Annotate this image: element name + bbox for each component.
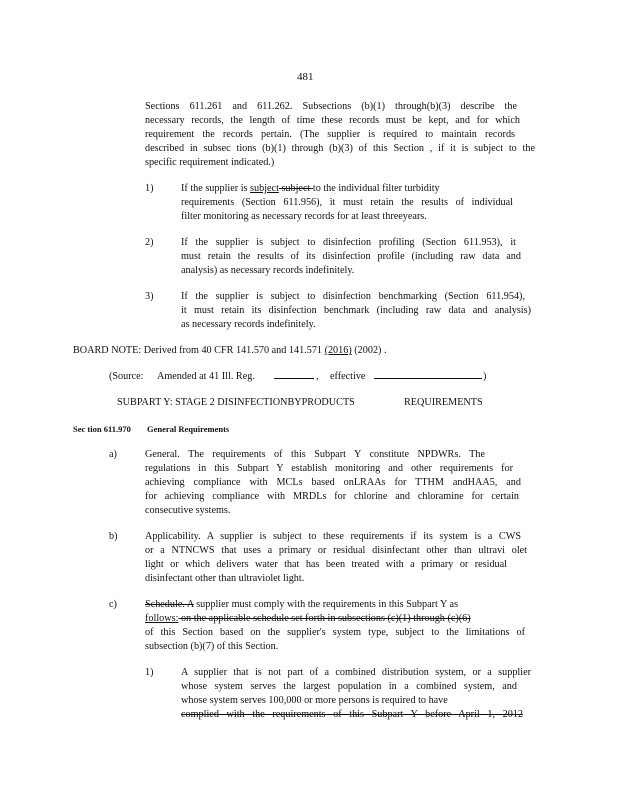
item-number: 1) bbox=[145, 667, 154, 678]
item-number: 1) bbox=[145, 183, 154, 194]
page-number: 481 bbox=[297, 71, 314, 83]
subpart-heading-right: REQUIREMENTS bbox=[404, 397, 483, 408]
intro-line: Sections 611.261 and 611.262. Subsections (b)(1) through(b)(3) describe the bbox=[145, 101, 517, 112]
para-line: of this Section based on the supplier's system type, subject to the limitations of bbox=[145, 627, 525, 638]
source-effective: effective bbox=[330, 371, 366, 382]
board-note: BOARD NOTE: Derived from 40 CFR 141.570 and 141.571 (2016) (2002) . bbox=[73, 345, 387, 356]
para-line: consecutive systems. bbox=[145, 505, 231, 516]
source-comma: , bbox=[316, 371, 319, 382]
source-label: (Source: bbox=[109, 371, 144, 382]
item-line: analysis) as necessary records indefinitely. bbox=[181, 265, 355, 276]
item-line: as necessary records indefinitely. bbox=[181, 319, 316, 330]
para-line: disinfectant other than ultraviolet light. bbox=[145, 573, 305, 584]
item-number: 2) bbox=[145, 237, 154, 248]
para-line: follows: on the applicable schedule set forth in subsections (c)(1) through (c)(6) bbox=[145, 613, 471, 624]
item-line-struck: complied with the requirements of this Subpart Y before April 1, 2012 bbox=[181, 709, 523, 720]
para-line: for achieving compliance with MRDLs for chlorine and chloramine for certain bbox=[145, 491, 519, 502]
para-line: General. The requirements of this Subpart Y constitute NPDWRs. The bbox=[145, 449, 485, 460]
para-label: a) bbox=[109, 449, 117, 460]
source-close: ) bbox=[483, 371, 487, 382]
item-line: whose system serves the largest population in a combined system, and bbox=[181, 681, 517, 692]
blank-line bbox=[274, 378, 314, 379]
para-line: or a NTNCWS that uses a primary or residual disinfectant other than ultravi olet bbox=[145, 545, 527, 556]
subpart-heading: SUBPART Y: STAGE 2 DISINFECTIONBYPRODUCTS bbox=[117, 397, 355, 408]
item-line: If the supplier is subject subject to the individual filter turbidity bbox=[181, 183, 440, 194]
item-line: requirements (Section 611.956), it must retain the results of individual bbox=[181, 197, 513, 208]
para-line: Applicability. A supplier is subject to these requirements if its system is a CWS bbox=[145, 531, 521, 542]
para-label: c) bbox=[109, 599, 117, 610]
para-line: regulations in this Subpart Y establish monitoring and other requirements for bbox=[145, 463, 513, 474]
para-line: light or which delivers water that has been treated with a primary or residual bbox=[145, 559, 507, 570]
para-line: Schedule. A supplier must comply with the requirements in this Subpart Y as bbox=[145, 599, 459, 610]
para-label: b) bbox=[109, 531, 118, 542]
para-line: subsection (b)(7) of this Section. bbox=[145, 641, 279, 652]
para-line: achieving compliance with MCLs based onLRAAs for TTHM andHAA5, and bbox=[145, 477, 521, 488]
intro-line: requirement the records pertain. (The supplier is required to maintain records bbox=[145, 129, 515, 140]
intro-line: necessary records, the length of time these records must be kept, and for which bbox=[145, 115, 520, 126]
item-line: A supplier that is not part of a combined distribution system, or a supplier bbox=[181, 667, 531, 678]
item-line: must retain the results of its disinfection profile (including raw data and bbox=[181, 251, 521, 262]
item-number: 3) bbox=[145, 291, 154, 302]
item-line: whose system serves 100,000 or more persons is required to have bbox=[181, 695, 448, 706]
intro-line: described in subsec tions (b)(1) through (b)(3) of this Section , if it is subject to the bbox=[145, 143, 535, 154]
source-text: Amended at 41 Ill. Reg. bbox=[157, 371, 255, 382]
item-line: it must retain its disinfection benchmark (including raw data and analysis) bbox=[181, 305, 531, 316]
item-line: If the supplier is subject to disinfection profiling (Section 611.953), it bbox=[181, 237, 516, 248]
section-title: General Requirements bbox=[147, 424, 230, 434]
item-line: filter monitoring as necessary records for at least threeyears. bbox=[181, 211, 427, 222]
item-line: If the supplier is subject to disinfection benchmarking (Section 611.954), bbox=[181, 291, 525, 302]
intro-line: specific requirement indicated.) bbox=[145, 157, 275, 168]
section-number: Sec tion 611.970 bbox=[73, 424, 131, 434]
blank-line bbox=[374, 378, 482, 379]
